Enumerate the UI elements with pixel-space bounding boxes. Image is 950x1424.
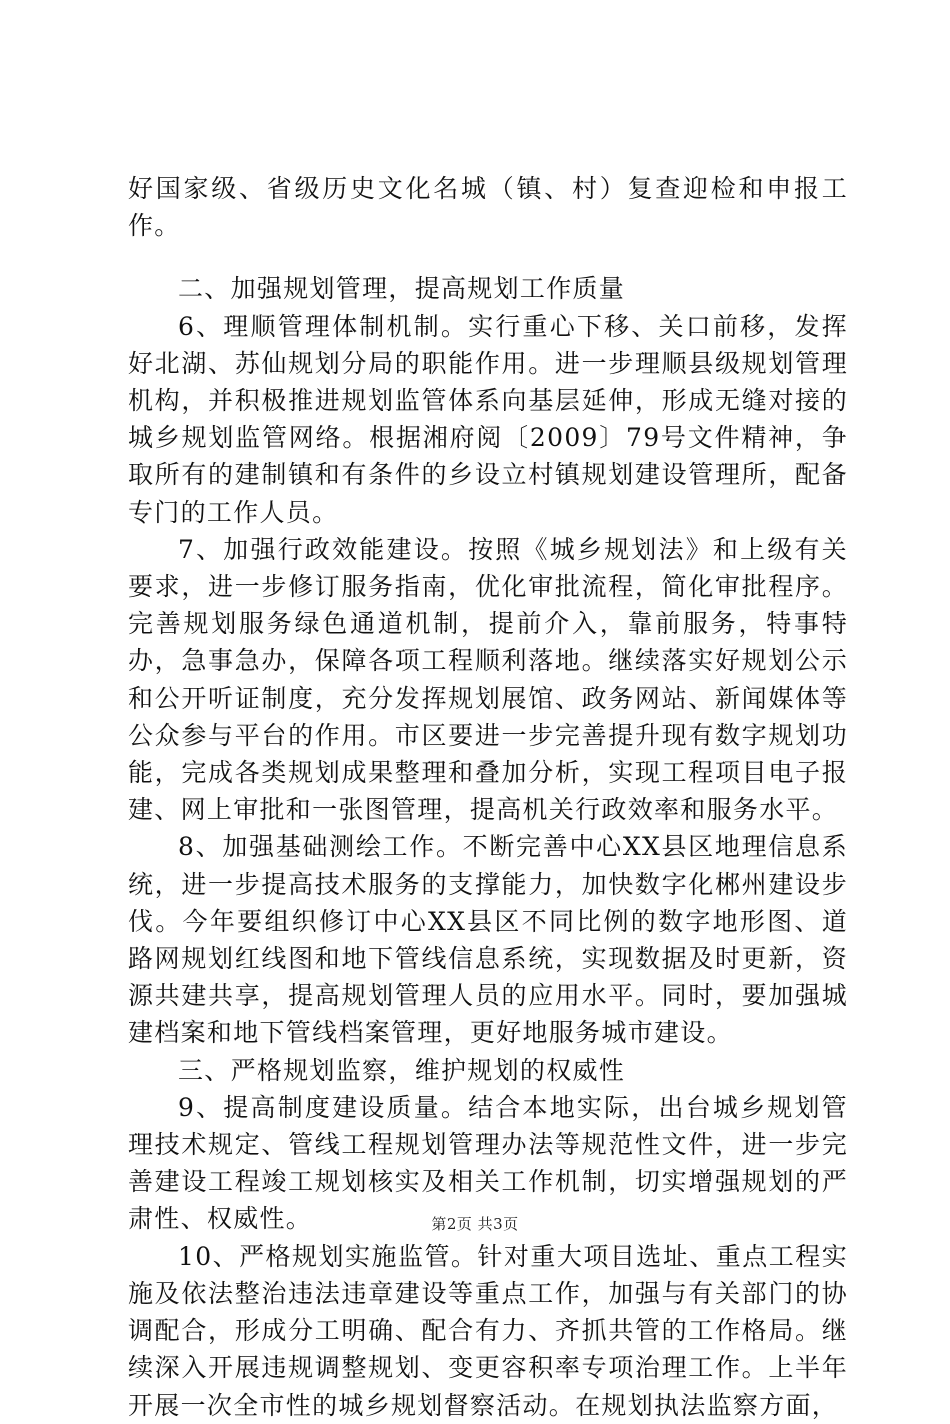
section-heading-3: 三、严格规划监察，维护规划的权威性 — [178, 1055, 626, 1085]
page-indicator: 第2页 共3页 — [431, 1215, 519, 1233]
paragraph-item-10: 10、严格规划实施监管。针对重大项目选址、重点工程实施及依法整治违法违章建设等重点工作，加强与有关部门的协调配合，形成分工明确、配合有力、齐抓共管的工作格局。继续深入开展违规调整规划、变更容积率专项治理工作。上半年开展一次全市性的城乡规划督察活动。在规划执法监察方面， — [128, 1241, 848, 1420]
document-body — [128, 170, 848, 1424]
paragraph-item-9: 9、提高制度建设质量。结合本地实际，出台城乡规划管理技术规定、管线工程规划管理办法等规范性文件，进一步完善建设工程竣工规划核实及相关工作机制，切实增强规划的严肃性、权威性。 — [128, 1092, 848, 1234]
section-heading-2: 二、加强规划管理，提高规划工作质量 — [178, 274, 626, 304]
paragraph-continuation: 好国家级、省级历史文化名城（镇、村）复查迎检和申报工作。 — [128, 174, 848, 241]
paragraph-item-6: 6、理顺管理体制机制。实行重心下移、关口前移，发挥好北湖、苏仙规划分局的职能作用。进一步理顺县级规划管理机构，并积极推进规划监管体系向基层延伸，形成无缝对接的城乡规划监管网络。根据湘府阅〔2009〕79号文件精神，争取所有的建制镇和有条件的乡设立村镇规划建设管理所，配备专门的工作人员。 — [128, 311, 848, 527]
page-footer — [0, 1213, 950, 1234]
paragraph-item-7: 7、加强行政效能建设。按照《城乡规划法》和上级有关要求，进一步修订服务指南，优化审批流程，简化审批程序。完善规划服务绿色通道机制，提前介入，靠前服务，特事特办，急事急办，保障各项工程顺利落地。继续落实好规划公示和公开听证制度，充分发挥规划展馆、政务网站、新闻媒体等公众参与平台的作用。市区要进一步完善提升现有数字规划功能，完成各类规划成果整理和叠加分析，实现工程项目电子报建、网上审批和一张图管理，提高机关行政效率和服务水平。 — [128, 534, 848, 825]
paragraph-item-8: 8、加强基础测绘工作。不断完善中心XX县区地理信息系统，进一步提高技术服务的支撑能力，加快数字化郴州建设步伐。今年要组织修订中心XX县区不同比例的数字地形图、道路网规划红线图和地下管线信息系统，实现数据及时更新，资源共建共享，提高规划管理人员的应用水平。同时，要加强城建档案和地下管线档案管理，更好地服务城市建设。 — [128, 832, 848, 1048]
